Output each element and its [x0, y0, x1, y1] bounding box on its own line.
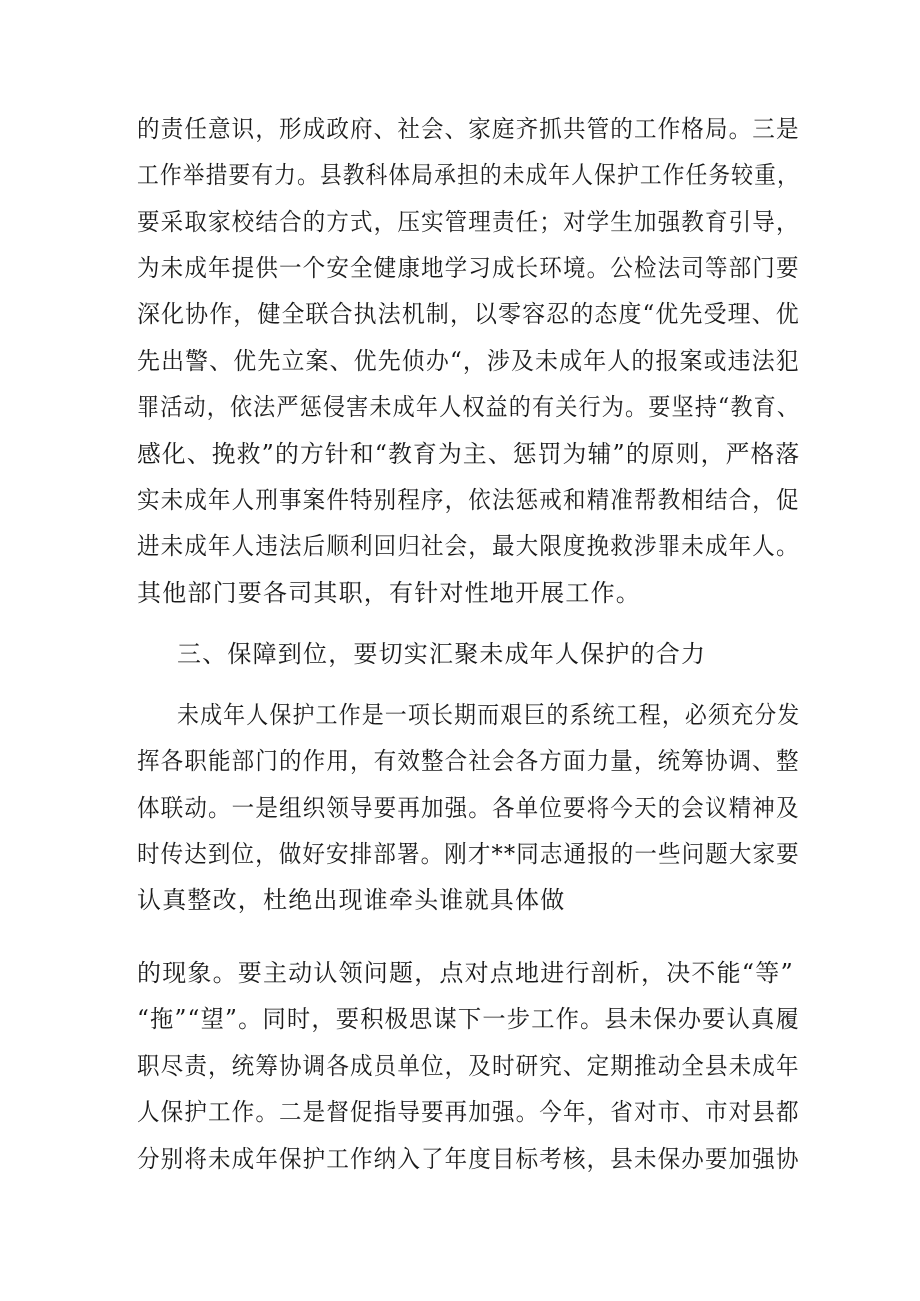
text-line: “拖”“望”。同时，要积极思谋下一步工作。县未保办要认真履 [137, 1005, 800, 1033]
section-heading: 三、保障到位，要切实汇聚未成年人保护的合力 [177, 640, 707, 668]
text-line: 先出警、优先立案、优先侦办“，涉及未成年人的报案或违法犯 [137, 347, 800, 375]
text-line: 其他部门要各司其职，有针对性地开展工作。 [137, 579, 641, 607]
text-line: 为未成年提供一个安全健康地学习成长环境。公检法司等部门要 [137, 254, 800, 282]
text-line: 要采取家校结合的方式，压实管理责任；对学生加强教育引导， [137, 208, 800, 236]
text-line: 罪活动，依法严惩侵害未成年人权益的有关行为。要坚持“教育、 [137, 393, 801, 421]
text-line: 感化、挽救”的方针和“教育为主、惩罚为辅”的原则，严格落 [137, 440, 801, 468]
text-line: 挥各职能部门的作用，有效整合社会各方面力量，统筹协调、整 [137, 747, 800, 775]
text-line: 认真整改，杜绝出现谁牵头谁就具体做 [137, 886, 566, 914]
text-line: 未成年人保护工作是一项长期而艰巨的系统工程，必须充分发 [177, 701, 801, 729]
text-line: 工作举措要有力。县教科体局承担的未成年人保护工作任务较重， [137, 161, 800, 189]
text-line: 深化协作，健全联合执法机制，以零容忍的态度“优先受理、优 [137, 300, 800, 328]
text-line: 体联动。一是组织领导要再加强。各单位要将今天的会议精神及 [137, 794, 800, 822]
text-line: 人保护工作。二是督促指导要再加强。今年，省对市、市对县都 [137, 1098, 800, 1126]
text-line: 职尽责，统筹协调各成员单位，及时研究、定期推动全县未成年 [137, 1052, 800, 1080]
text-line: 时传达到位，做好安排部署。刚才**同志通报的一些问题大家要 [137, 840, 800, 868]
text-line: 的现象。要主动认领问题，点对点地进行剖析，决不能“等” [137, 959, 794, 987]
text-line: 实未成年人刑事案件特别程序，依法惩戒和精准帮教相结合，促 [137, 486, 800, 514]
text-line: 进未成年人违法后顺利回归社会，最大限度挽救涉罪未成年人。 [137, 532, 800, 560]
text-line: 的责任意识，形成政府、社会、家庭齐抓共管的工作格局。三是 [137, 115, 800, 143]
text-line: 分别将未成年保护工作纳入了年度目标考核，县未保办要加强协 [137, 1145, 800, 1173]
